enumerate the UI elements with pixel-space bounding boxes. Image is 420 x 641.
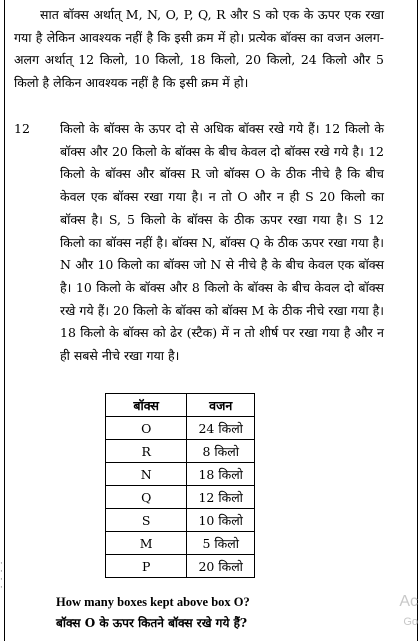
intro-paragraph: [14, 4, 384, 94]
box-cell: Q: [106, 486, 187, 509]
weight-cell: 10 किलो: [187, 509, 255, 532]
table-row: [106, 440, 255, 463]
right-margin-rule: [417, 0, 418, 641]
weight-cell: 12 किलो: [187, 486, 255, 509]
table-row: [106, 555, 255, 578]
table-row: [106, 463, 255, 486]
box-cell: P: [106, 555, 187, 578]
weight-cell: 5 किलो: [187, 532, 255, 555]
puzzle-paragraph: [14, 118, 384, 368]
weight-cell: 20 किलो: [187, 555, 255, 578]
table-row: [106, 417, 255, 440]
box-cell: M: [106, 532, 187, 555]
weight-cell: 8 किलो: [187, 440, 255, 463]
puzzle-text: किलो के बॉक्स के ऊपर दो से अधिक बॉक्स रखे गये हैं। 12 किलो के बॉक्स और 20 किलो के बॉक्स के बीच केवल दो बॉक्स रखे गये है। 12 किलो के बॉक्स और बॉक्स R जो बॉक्स O के ठीक नीचे है कि बीच केवल एक बॉक्स रखा गया है। न तो O और न ही S 20 किलो का बॉक्स है। S, 5 किलो के बॉक्स के ठीक ऊपर रखा गया है। S 12 किलो का बॉक्स नहीं है। बॉक्स N, बॉक्स Q के ठीक ऊपर रखा गया है। N और 10 किलो का बॉक्स जो N से नीचे है के बीच केवल एक बॉक्स है। 10 किलो के बॉक्स और 8 किलो के बॉक्स के बीच केवल दो बॉक्स रखे गये हैं। 20 किलो के बॉक्स को बॉक्स M के ठीक नीचे रखा गया है। 18 किलो के बॉक्स को ढेर (स्टैक) में न तो शीर्ष पर रखा गया है और न ही सबसे नीचे रखा गया है।: [60, 121, 384, 364]
table-header-row: [106, 394, 255, 417]
table-row: [106, 532, 255, 555]
left-margin-rule: [4, 0, 5, 641]
box-weight-table: [105, 393, 255, 578]
margin-dots: · · · ·: [0, 559, 3, 593]
puzzle-number: 12: [14, 121, 30, 136]
intro-text: सात बॉक्स अर्थात् M, N, O, P, Q, R और S को एक के ऊपर एक रखा गया है लेकिन आवश्यक नहीं है कि इसी क्रम में हो। प्रत्येक बॉक्स का वजन अलग-अलग अर्थात् 12 किलो, 10 किलो, 18 किलो, 20 किलो, 24 किलो और 5 किलो है लेकिन आवश्यक नहीं है कि इसी क्रम में हो।: [14, 7, 384, 90]
watermark-line-1: Ac: [399, 593, 418, 610]
box-cell: O: [106, 417, 187, 440]
question-hindi: बॉक्स O के ऊपर कितने बॉक्स रखे गये हैं?: [56, 616, 247, 630]
header-weight: वजन: [187, 394, 255, 417]
watermark-line-2: Go: [403, 616, 418, 628]
box-cell: S: [106, 509, 187, 532]
weight-cell: 24 किलो: [187, 417, 255, 440]
question-english: How many boxes kept above box O?: [56, 595, 250, 609]
weight-cell: 18 किलो: [187, 463, 255, 486]
table-row: [106, 486, 255, 509]
table-row: [106, 509, 255, 532]
box-cell: N: [106, 463, 187, 486]
header-box: बॉक्स: [106, 394, 187, 417]
box-cell: R: [106, 440, 187, 463]
